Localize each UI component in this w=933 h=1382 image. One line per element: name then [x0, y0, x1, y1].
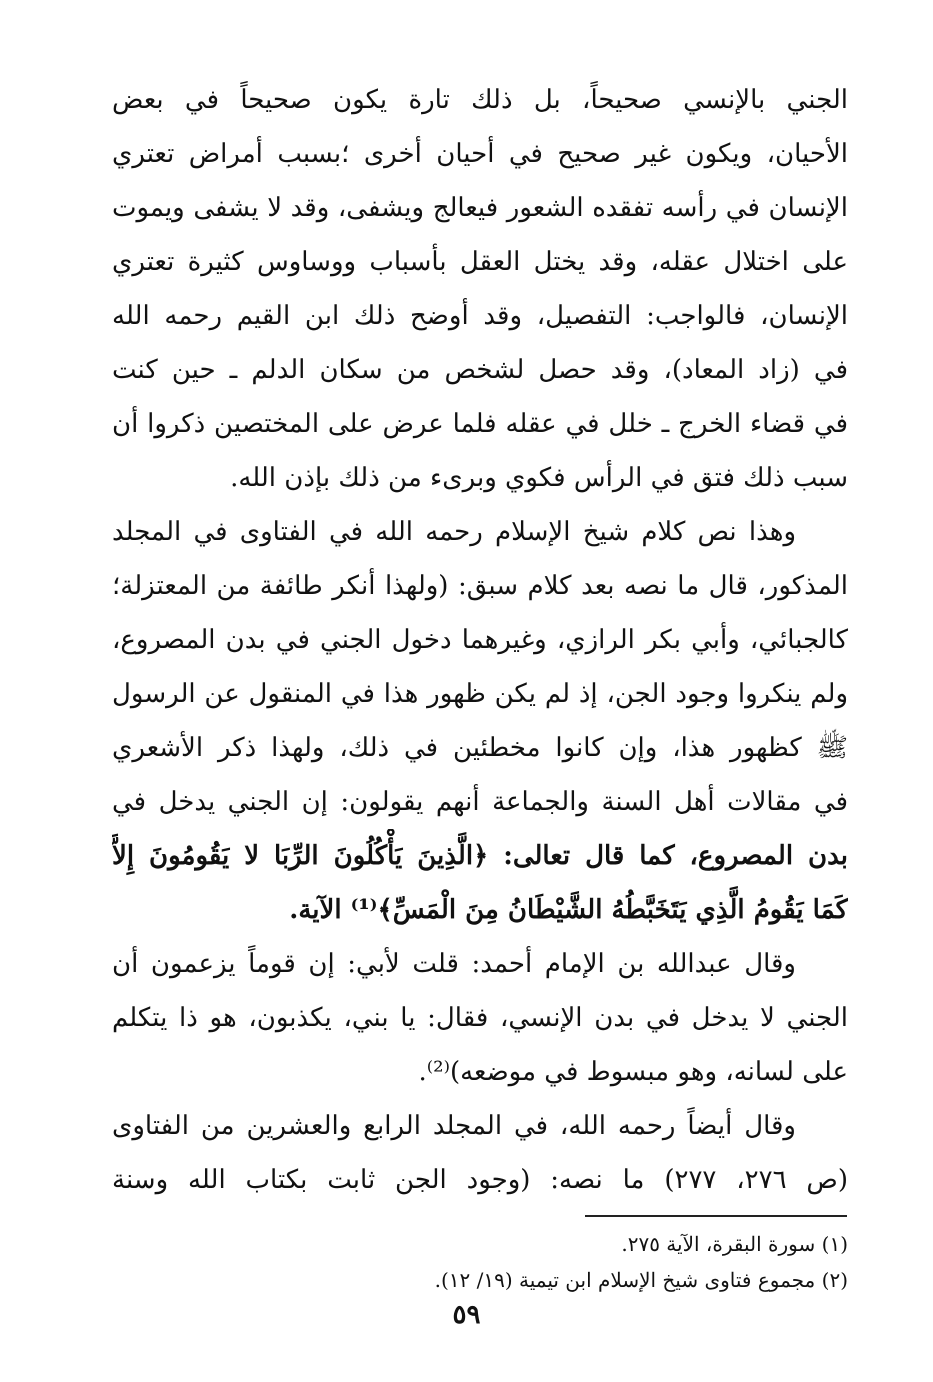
- paragraph-3: [112, 937, 848, 1099]
- text-line: (ص ٢٧٦، ٢٧٧) ما نصه: (وجود الجن ثابت بكتاب الله وسنة: [112, 1165, 848, 1195]
- text-line: وهذا نص كلام شيخ الإسلام رحمه الله في الفتاوى في المجلد: [112, 517, 796, 547]
- text-line: المذكور، قال ما نصه بعد كلام سبق: (ولهذا أنكر طائفة من المعتزلة؛: [112, 571, 848, 601]
- text-line: سبب ذلك فتق في الرأس فكوي وبرىء من ذلك بإذن الله.: [230, 463, 848, 493]
- quran-verse-line: كَمَا يَقُومُ الَّذِي يَتَخَبَّطُهُ الشَّيْطَانُ مِنَ الْمَسِّ﴾⁽¹⁾ الآية.: [289, 895, 848, 925]
- text-line: في مقالات أهل السنة والجماعة أنهم يقولون: إن الجني يدخل في: [112, 787, 848, 817]
- text-line: في قضاء الخرج ـ خلل في عقله فلما عرض على المختصين ذكروا أن: [112, 409, 848, 439]
- text-line: ﷺ كظهور هذا، وإن كانوا مخطئين في ذلك، ولهذا ذكر الأشعري: [112, 733, 848, 763]
- footnotes: [112, 1226, 848, 1298]
- paragraph-2: [112, 505, 848, 937]
- text-line: الجني بالإنسي صحيحاً، بل ذلك تارة يكون صحيحاً في بعض: [112, 85, 848, 115]
- text-line: وقال عبدالله بن الإمام أحمد: قلت لأبي: إن قوماً يزعمون أن: [112, 949, 796, 979]
- footnote-1: (١) سورة البقرة، الآية ٢٧٥.: [621, 1232, 848, 1256]
- quran-verse-line: بدن المصروع، كما قال تعالى: ﴿الَّذِينَ يَأْكُلُونَ الرِّبَا لا يَقُومُونَ إِلاَّ: [112, 841, 848, 871]
- text-line: كالجبائي، وأبي بكر الرازي، وغيرهما دخول الجني في بدن المصروع،: [112, 625, 848, 655]
- text-line: الإنسان، فالواجب: التفصيل، وقد أوضح ذلك ابن القيم رحمه الله: [112, 301, 848, 331]
- text-line: الجني لا يدخل في بدن الإنسي، فقال: يا بني، يكذبون، هو ذا يتكلم: [112, 1003, 848, 1033]
- text-line: ولم ينكروا وجود الجن، إذ لم يكن ظهور هذا في المنقول عن الرسول: [112, 679, 848, 709]
- text-line: في (زاد المعاد)، وقد حصل لشخص من سكان الدلم ـ حين كنت: [112, 355, 848, 385]
- footnote-divider: [585, 1215, 847, 1217]
- text-line: على اختلال عقله، وقد يختل العقل بأسباب ووساوس كثيرة تعتري: [112, 247, 848, 277]
- text-line: على لسانه، وهو مبسوط في موضعه)⁽²⁾.: [418, 1057, 848, 1087]
- text-line: الأحيان، ويكون غير صحيح في أحيان أخرى ؛بسبب أمراض تعتري: [112, 139, 848, 169]
- paragraph-1: [112, 73, 848, 505]
- page-number: ٥٩: [452, 1300, 481, 1330]
- text-line: الإنسان في رأسه تفقده الشعور فيعالج ويشفى، وقد لا يشفى ويموت: [112, 193, 848, 223]
- paragraph-4: [112, 1099, 848, 1207]
- footnote-2: (٢) مجموع فتاوى شيخ الإسلام ابن تيمية (١٩/ ١٢).: [434, 1268, 848, 1292]
- text-line: وقال أيضاً رحمه الله، في المجلد الرابع والعشرين من الفتاوى: [112, 1111, 796, 1141]
